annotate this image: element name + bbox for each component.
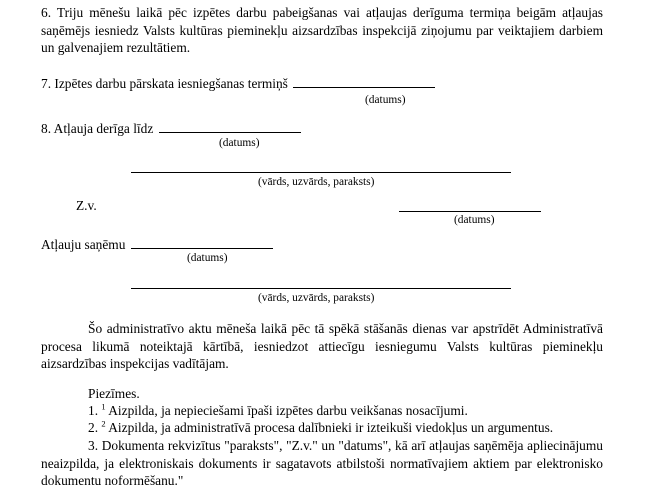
received-label: Atļauju saņēmu <box>41 237 126 252</box>
item-8-line <box>41 120 301 137</box>
item-7-line <box>41 75 435 92</box>
received-date-caption: (datums) <box>187 252 228 264</box>
note-1-text: Aizpilda, ja nepieciešami īpaši izpētes darbu veikšanas nosacījumi. <box>108 403 468 418</box>
received-date-field[interactable] <box>131 236 273 249</box>
appeal-paragraph: Šo administratīvo aktu mēneša laikā pēc tā spēkā stāšanās dienas var apstrīdēt Administratīvā procesa likumā noteiktajā kārtībā, iesniedzot attiecīgu iesniegumu Valsts kultūras pieminekļu aizsardzības inspekcijas vadītājam. <box>41 321 603 371</box>
signature-caption-1: (vārds, uzvārds, paraksts) <box>258 176 375 188</box>
item-7-date-caption: (datums) <box>365 94 406 106</box>
seal-label: Z.v. <box>76 198 97 213</box>
note-1 <box>88 403 468 419</box>
note-1-superscript: 1 <box>101 401 106 412</box>
signature-line-1[interactable] <box>131 172 511 173</box>
signature-caption-2: (vārds, uzvārds, paraksts) <box>258 292 375 304</box>
note-2-superscript: 2 <box>101 418 106 429</box>
item-7-label: 7. Izpētes darbu pārskata iesniegšanas termiņš <box>41 76 288 91</box>
item-8-date-field[interactable] <box>159 120 301 133</box>
signature-line-2[interactable] <box>131 288 511 289</box>
seal-date-field[interactable] <box>399 199 541 212</box>
item-8-date-caption: (datums) <box>219 137 260 149</box>
item-7-date-field[interactable] <box>293 75 435 88</box>
seal-date-caption: (datums) <box>454 214 495 226</box>
paragraph-item-6: 6. Triju mēnešu laikā pēc izpētes darbu pabeigšanas vai atļaujas derīguma termiņa beigām atļaujas saņēmējs iesniedz Valsts kultūras pieminekļu aizsardzības inspekcijā ziņojumu par veiktajiem darbiem un galvenajiem rezultātiem. <box>41 5 603 55</box>
note-2-text: Aizpilda, ja administratīvā procesa dalībnieki ir izteikuši viedokļus un argumentus. <box>108 420 554 435</box>
note-3: 3. Dokumenta rekvizītus "paraksts", "Z.v." un "datums", kā arī atļaujas saņēmēja apliecinājumu neaizpilda, ja elektroniskais dokuments ir sagatavots atbilstoši normatīvajiem aktiem par elektronisko dokumentu noformēšanu." <box>41 438 603 488</box>
item-8-label: 8. Atļauja derīga līdz <box>41 121 154 136</box>
notes-title: Piezīmes. <box>88 386 140 401</box>
note-1-number: 1. <box>88 403 99 418</box>
received-line <box>41 236 273 253</box>
note-2 <box>88 420 553 436</box>
note-2-number: 2. <box>88 420 99 435</box>
